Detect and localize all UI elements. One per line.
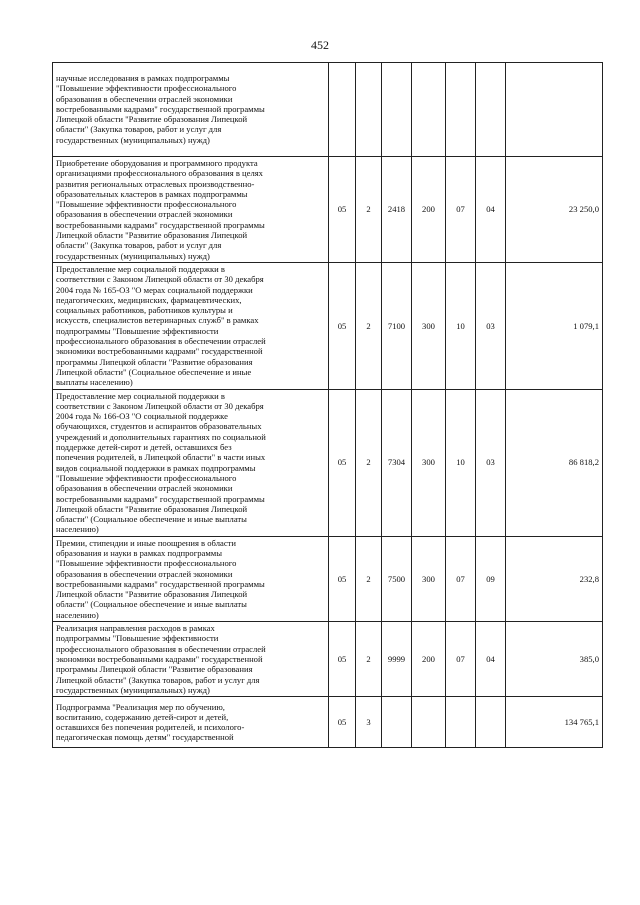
table-row <box>53 697 603 748</box>
row-description: научные исследования в рамках подпрограммы "Повышение эффективности профессионального образования в обеспечении отраслей экономики востребованными кадрами" государственной программы Липецкой области "Развитие образования Липецкой области" (Закупка товаров, работ и услуг для государственных (муниципальных) нужд) <box>53 63 329 157</box>
cell-expense-type: 200 <box>412 622 446 697</box>
cell-expense-type: 300 <box>412 262 446 389</box>
cell-direction: 7500 <box>382 536 412 621</box>
cell-expense-type: 200 <box>412 157 446 263</box>
cell-ministry: 05 <box>329 622 356 697</box>
cell-amount: 134 765,1 <box>506 697 603 748</box>
row-description: Предоставление мер социальной поддержки в соответствии с Законом Липецкой области от 30 декабря 2004 года № 165-ОЗ "О мерах социальной поддержки педагогических, медицинских, фармацевтических, социальных работников, работников культуры и искусств, специалистов ветеринарных служб" в рамках подпрограммы "Повышение эффективности профессионального образования в обеспечении отраслей экономики востребованными кадрами" государственной программы Липецкой области "Развитие образования Липецкой области" (Социальное обеспечение и иные выплаты населению) <box>53 262 329 389</box>
cell-expense-type <box>412 697 446 748</box>
cell-ministry: 05 <box>329 697 356 748</box>
cell-section: 10 <box>446 262 476 389</box>
row-description: Подпрограмма "Реализация мер по обучению, воспитанию, содержанию детей-сирот и детей, оставшихся без попечения родителей, и психолого- педагогическая помощь детям" государственной <box>53 697 329 748</box>
cell-subsection: 09 <box>476 536 506 621</box>
cell-section: 10 <box>446 389 476 536</box>
cell-amount: 385,0 <box>506 622 603 697</box>
cell-subprogram: 2 <box>356 389 382 536</box>
cell-subprogram: 2 <box>356 622 382 697</box>
cell-section: 07 <box>446 536 476 621</box>
cell-expense-type: 300 <box>412 389 446 536</box>
cell-subsection: 03 <box>476 262 506 389</box>
cell-subprogram: 3 <box>356 697 382 748</box>
cell-ministry: 05 <box>329 157 356 263</box>
cell-direction: 7100 <box>382 262 412 389</box>
table-row <box>53 262 603 389</box>
cell-direction <box>382 697 412 748</box>
cell-section: 07 <box>446 157 476 263</box>
row-description: Реализация направления расходов в рамках подпрограммы "Повышение эффективности профессионального образования в обеспечении отраслей экономики востребованными кадрами" государственной программы Липецкой области "Развитие образования Липецкой области" (Закупка товаров, работ и услуг для государственных (муниципальных) нужд) <box>53 622 329 697</box>
row-description: Предоставление мер социальной поддержки в соответствии с Законом Липецкой области от 30 декабря 2004 года № 166-ОЗ "О социальной поддержке обучающихся, студентов и аспирантов образовательных учреждений и дополнительных гарантиях по социальной поддержке детей-сирот и детей, оставшихся без попечения родителей, в Липецкой области" в части иных видов социальной поддержки в рамках подпрограммы "Повышение эффективности профессионального образования в обеспечении отраслей экономики востребованными кадрами" государственной программы Липецкой области "Развитие образования Липецкой области" (Социальное обеспечение и иные выплаты населению) <box>53 389 329 536</box>
cell-direction: 9999 <box>382 622 412 697</box>
cell-subsection: 04 <box>476 157 506 263</box>
row-description: Премии, стипендии и иные поощрения в области образования и науки в рамках подпрограммы "Повышение эффективности профессионального образования в обеспечении отраслей экономики востребованными кадрами" государственной программы Липецкой области "Развитие образования Липецкой области" (Социальное обеспечение и иные выплаты населению) <box>53 536 329 621</box>
cell-expense-type <box>412 63 446 157</box>
cell-amount: 23 250,0 <box>506 157 603 263</box>
cell-ministry: 05 <box>329 536 356 621</box>
cell-amount: 1 079,1 <box>506 262 603 389</box>
cell-section: 07 <box>446 622 476 697</box>
cell-subsection <box>476 697 506 748</box>
cell-subsection <box>476 63 506 157</box>
table-row <box>53 389 603 536</box>
cell-section <box>446 697 476 748</box>
cell-section <box>446 63 476 157</box>
cell-subprogram: 2 <box>356 157 382 263</box>
table-row <box>53 536 603 621</box>
table-row <box>53 157 603 263</box>
cell-direction: 7304 <box>382 389 412 536</box>
cell-ministry <box>329 63 356 157</box>
cell-subsection: 04 <box>476 622 506 697</box>
cell-amount: 86 818,2 <box>506 389 603 536</box>
table-row <box>53 622 603 697</box>
cell-subprogram: 2 <box>356 536 382 621</box>
cell-ministry: 05 <box>329 262 356 389</box>
page-number: 452 <box>311 38 329 52</box>
cell-direction <box>382 63 412 157</box>
cell-direction: 2418 <box>382 157 412 263</box>
cell-amount <box>506 63 603 157</box>
cell-subsection: 03 <box>476 389 506 536</box>
cell-expense-type: 300 <box>412 536 446 621</box>
cell-subprogram <box>356 63 382 157</box>
row-description: Приобретение оборудования и программного продукта организациями профессионального образования в целях развития региональных отраслевых производственно- образовательных кластеров в рамках подпрограммы "Повышение эффективности профессионального образования в обеспечении отраслей экономики востребованными кадрами" государственной программы Липецкой области "Развитие образования Липецкой области" (Закупка товаров, работ и услуг для государственных (муниципальных) нужд) <box>53 157 329 263</box>
budget-table <box>52 62 603 748</box>
table-row <box>53 63 603 157</box>
cell-subprogram: 2 <box>356 262 382 389</box>
cell-ministry: 05 <box>329 389 356 536</box>
cell-amount: 232,8 <box>506 536 603 621</box>
